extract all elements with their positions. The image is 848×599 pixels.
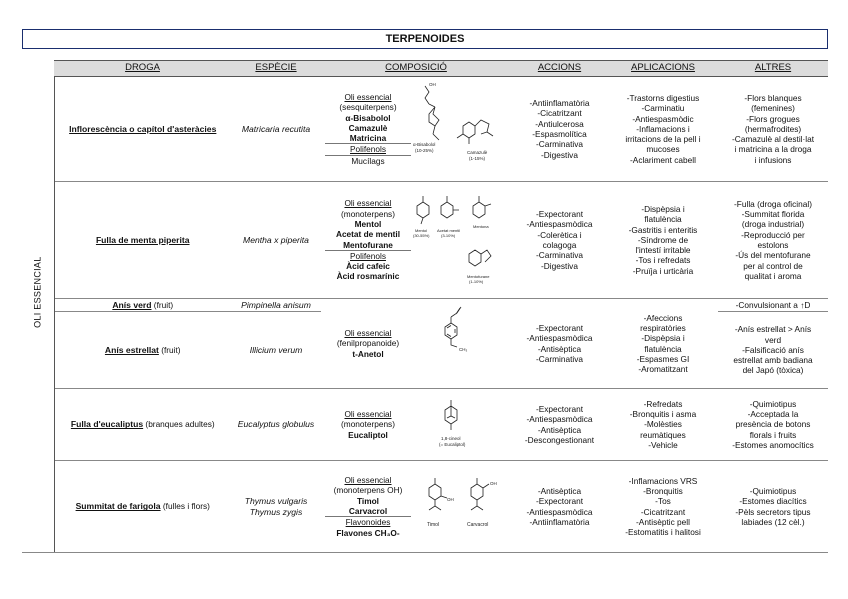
- eucaliptol-structure: [411, 390, 507, 460]
- especie-cell: Pimpinella anisum: [231, 299, 321, 312]
- especie-cell: Thymus vulgaris Thymus zygis: [231, 461, 321, 553]
- altres-cell: -Fulla (droga oficinal) -Summitat florida (droga industrial) -Reproducció per estolons -Ús del mentofurane per al control de qualitat i aroma: [718, 182, 828, 299]
- composicio-cell: Oli essencial (monoterpens OH) Timol Carvacrol Flavonoides Flavones CH₃O- OH OH Timol Carvacrol: [321, 461, 511, 553]
- aplicacions-cell: -Dispèpsia i flatulència -Gastritis i enteritis -Síndrome de l'intestí irritable -Tos i refredats -Pruïja i urticària: [608, 182, 718, 299]
- especie-cell: Eucalyptus globulus: [231, 389, 321, 461]
- droga-cell: Anís verd (fruit): [54, 299, 231, 312]
- altres-cell: -Quimiotipus -Acceptada la presència de botons florals i fruits -Estomes anomocítics: [718, 389, 828, 461]
- accions-cell: -Antisèptica -Expectorant -Antiespasmòdica -Antiinflamatòria: [511, 461, 608, 553]
- table-row: [22, 299, 828, 312]
- header-accions: ACCIONS: [511, 61, 608, 77]
- composicio-cell: Oli essencial (sesquiterpens) α-Bisabolol Camazulè Matricina Polifenols Mucílags OH α-Bisabolol (10-25%) Camazulè (1-15%): [321, 77, 511, 182]
- timol-label: Timol: [427, 521, 440, 528]
- mentofurane-label: Mentofurane: [467, 274, 490, 279]
- altres-cell: -Convulsionant a ↑D: [718, 299, 828, 312]
- accions-cell: -Expectorant -Antiespasmòdica -Antisèptica -Carminativa: [511, 299, 608, 389]
- header-row: [22, 61, 828, 77]
- mentofurane-pct: (1-10%): [469, 279, 484, 284]
- camazule-pct: (1-15%): [469, 156, 486, 161]
- acetat-pct: (3-10%): [441, 233, 456, 238]
- altres-cell: -Quimiotipus -Estomes diacítics -Pèls secretors tipus labiades (12 cèl.): [718, 461, 828, 553]
- cineol-label: 1,8-cineol: [441, 435, 461, 441]
- mentol-structures: [411, 184, 507, 296]
- bisabolol-camazule-structures: [411, 80, 507, 178]
- altres-cell: -Flors blanques (femenines) -Flors grogues (hermafrodites) -Camazulè al destil·lat i matricina a la droga i infusions: [718, 77, 828, 182]
- droga-cell: Fulla de menta piperita: [54, 182, 231, 299]
- accions-cell: -Expectorant -Antiespasmòdica -Antisèptica -Descongestionant: [511, 389, 608, 461]
- carvacrol-oh: OH: [490, 480, 497, 486]
- header-blank: [22, 61, 54, 77]
- aplicacions-cell: -Refredats -Bronquitis i asma -Molèsties reumàtiques -Vehicle: [608, 389, 718, 461]
- aplicacions-cell: -Trastorns digestius -Carminatiu -Antiespasmòdic -Inflamacions i irritacions de la pell i mucoses -Aclariment cabell: [608, 77, 718, 182]
- acetat-label: Acetat mentil: [437, 228, 461, 233]
- aplicacions-cell: -Afeccions respiratòries -Dispèpsia i flatulència -Espasmes GI -Aromatitzant: [608, 299, 718, 389]
- header-composicio: COMPOSICIÓ: [321, 61, 511, 77]
- camazule-label: Camazulè: [467, 150, 488, 155]
- composicio-cell: Oli essencial (monoterpens) Eucaliptol 1,8-cineol (= Eucaliptol): [321, 389, 511, 461]
- eucaliptol-label: (= Eucaliptol): [439, 441, 466, 447]
- table-row: [22, 389, 828, 461]
- aplicacions-cell: -Inflamacions VRS -Bronquitis -Tos -Cicatritzant -Antisèptic pell -Estomatitis i halitosi: [608, 461, 718, 553]
- altres-cell: -Anís estrellat > Anís verd -Falsificació anís estrellat amb badiana del Japó (tòxica): [718, 312, 828, 389]
- composicio-cell: Oli essencial (fenilpropanoide) t-Anetol CH₃: [321, 299, 511, 389]
- table-row: [22, 77, 828, 182]
- table-row: [22, 182, 828, 299]
- composicio-cell: Oli essencial (monoterpens) Mentol Acetat de mentil Mentofurane Polifenols Àcid cafeic Àcid rosmarínic Mentol (30-55%) Acetat mentil (3-10%) Mentona Mentofurane (1-10%): [321, 182, 511, 299]
- droga-cell: Fulla d'eucaliptus (branques adultes): [54, 389, 231, 461]
- droga-cell: Anís estrellat (fruit): [54, 312, 231, 389]
- table-row: [22, 461, 828, 553]
- anetol-structure: [411, 303, 507, 385]
- bisabolol-label: α-Bisabolol: [413, 142, 436, 147]
- group-label: OLI ESSENCIAL: [32, 256, 43, 328]
- especie-cell: Mentha x piperita: [231, 182, 321, 299]
- mentona-label: Mentona: [473, 224, 489, 229]
- timol-oh: OH: [447, 496, 454, 502]
- header-especie: ESPÈCIE: [231, 61, 321, 77]
- header-altres: ALTRES: [718, 61, 828, 77]
- especie-cell: Matricaria recutita: [231, 77, 321, 182]
- header-aplicacions: APLICACIONS: [608, 61, 718, 77]
- table-title: TERPENOIDES: [22, 29, 828, 49]
- droga-cell: Summitat de farigola (fulles i flors): [54, 461, 231, 553]
- header-droga: DROGA: [54, 61, 231, 77]
- mentol-pct: (30-55%): [413, 233, 430, 238]
- accions-cell: -Antiinflamatòria -Cicatritzant -Antiulcerosa -Espasmolítica -Carminativa -Digestiva: [511, 77, 608, 182]
- terpenoides-table: [22, 60, 828, 553]
- especie-cell: Illicium verum: [231, 312, 321, 389]
- ch3-label: CH₃: [459, 346, 468, 352]
- group-label-cell: [22, 77, 54, 553]
- bisabolol-pct: (10-25%): [415, 148, 434, 153]
- droga-cell: Inflorescència o capítol d'asteràcies: [54, 77, 231, 182]
- mentol-label: Mentol: [415, 228, 428, 233]
- timol-carvacrol-structures: [411, 464, 507, 550]
- accions-cell: -Expectorant -Antiespasmòdica -Colerètica i colagoga -Carminativa -Digestiva: [511, 182, 608, 299]
- oh-label: OH: [429, 82, 436, 87]
- carvacrol-label: Carvacrol: [467, 521, 489, 528]
